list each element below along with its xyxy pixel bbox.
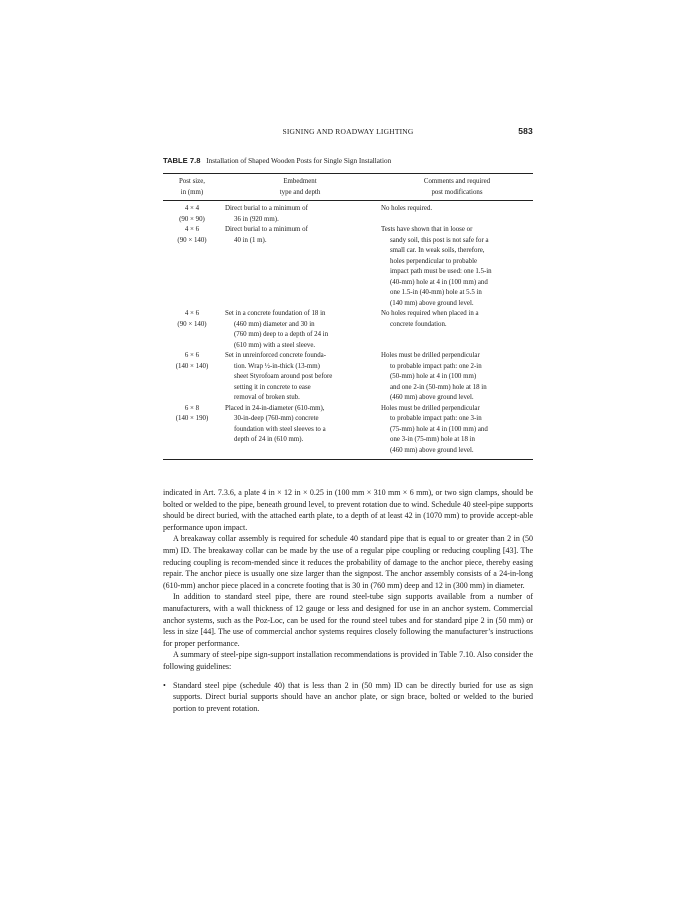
embedment-cell: Direct burial to a minimum of 36 in (920 mm). Direct burial to a minimum of 40 in (1 m). bbox=[225, 205, 308, 244]
comments-cell: Holes must be drilled perpendicular to probable impact path: one 3-in (75-mm) hole at 4 in (100 mm) and one 3-in (75-mm) hole at 18 in (460 mm) above ground level. bbox=[381, 404, 488, 454]
comments-cell: No holes required. Tests have shown that in loose or sandy soil, this post is not safe for a small car. In weak soils, therefore, holes perpendicular to probable impact path must be used: one 1.5-in (40-mm) hole at 4 in (100 mm) and one 1.5-in (40-mm) hole at 5.5 in (140 mm) above ground level. bbox=[381, 205, 492, 307]
table-row bbox=[163, 201, 533, 310]
table-row bbox=[163, 404, 533, 460]
post-size-cell: 4 × 4 (90 × 90) 4 × 6 (90 × 140) bbox=[177, 205, 207, 244]
embedment-cell: Set in a concrete foundation of 18 in (460 mm) diameter and 30 in (760 mm) deep to a depth of 24 in (610 mm) with a steel sleeve. bbox=[225, 310, 329, 349]
guideline-list bbox=[163, 680, 533, 715]
post-size-cell: 6 × 6 (140 × 140) bbox=[175, 352, 209, 370]
running-title: SIGNING AND ROADWAY LIGHTING bbox=[282, 127, 414, 136]
post-size-cell: 4 × 6 (90 × 140) bbox=[177, 310, 207, 328]
comments-cell: No holes required when placed in a concrete foundation. bbox=[381, 310, 479, 328]
table-row bbox=[163, 309, 533, 351]
paragraph: A breakaway collar assembly is required for schedule 40 standard pipe that is equal to or greater than 2 in (50 mm) ID. The breakaway collar can be made by the use of a regular pipe coupling or reducing coupling [43]. The reducing coupling is recom-mended since it reduces the probability of damage to the anchor piece, thereby easing repair. The anchor piece is usually one size larger than the signpost. The anchor assembly consists of a 24-in-long (610-mm) anchor piece placed in a concrete footing that is 30 in (760 mm) deep and 12 in (300 mm) in diameter. bbox=[163, 534, 533, 590]
body-text bbox=[163, 487, 533, 714]
table-header-row bbox=[163, 174, 533, 201]
running-head bbox=[163, 126, 533, 140]
book-page bbox=[163, 126, 533, 714]
post-size-cell: 6 × 8 (140 × 190) bbox=[175, 404, 209, 422]
col-header-comments: Comments and required post modifications bbox=[423, 178, 491, 196]
paragraph: indicated in Art. 7.3.6, a plate 4 in × 12 in × 0.25 in (100 mm × 310 mm × 6 mm), or two sign clamps, should be bolted or welded to the pipe, beneath ground level, to prevent rotation due to wind. Schedule 40 steel-pipe supports should be direct buried, with the attached earth plate, to a depth of at least 42 in (1070 mm) to provide accept-able performance upon impact. bbox=[163, 488, 533, 532]
comments-cell: Holes must be drilled perpendicular to probable impact path: one 2-in (50-mm) hole at 4 in (100 mm) and one 2-in (50-mm) hole at 18 in (460 mm) above ground level. bbox=[381, 352, 487, 401]
installation-table bbox=[163, 173, 533, 460]
embedment-cell: Set in unreinforced concrete founda- tion. Wrap ½-in-thick (13-mm) sheet Styrofoam around post before setting it in concrete to ease removal of broken stub. bbox=[225, 352, 333, 401]
col-header-post-size: Post size, in (mm) bbox=[178, 178, 206, 196]
embedment-cell: Placed in 24-in-diameter (610-mm), 30-in-deep (760-mm) concrete foundation with steel sleeves to a depth of 24 in (610 mm). bbox=[225, 404, 326, 443]
list-item-text: Standard steel pipe (schedule 40) that is less than 2 in (50 mm) ID can be directly buried for use as sign supports. Direct burial supports should have an anchor plate, or sign brace, bolted or welded to the buried portion to prevent rotation. bbox=[173, 680, 533, 713]
table-caption-text: Installation of Shaped Wooden Posts for Single Sign Installation bbox=[206, 157, 392, 165]
page-number: 583 bbox=[518, 126, 533, 136]
paragraph: In addition to standard steel pipe, there are round steel-tube sign supports available from a number of manufacturers, with a wall thickness of 12 gauge or less and designed for use in an anchor system. Commercial anchor systems, such as the Poz-Loc, can be used for the round steel tubes and for standard pipe 2 in (50 mm) or less in size [44]. The use of commercial anchor systems requires closely following the manufacturer’s instructions for proper performance. bbox=[163, 592, 533, 648]
table-label: TABLE 7.8 bbox=[163, 156, 201, 165]
paragraph: A summary of steel-pipe sign-support installation recommendations is provided in Table 7.10. Also consider the following guidelines: bbox=[163, 650, 533, 671]
list-item bbox=[163, 680, 533, 715]
col-header-embedment: Embedment type and depth bbox=[279, 178, 321, 196]
table-row bbox=[163, 351, 533, 404]
bullet-icon: • bbox=[163, 680, 166, 690]
table-caption bbox=[163, 156, 533, 165]
